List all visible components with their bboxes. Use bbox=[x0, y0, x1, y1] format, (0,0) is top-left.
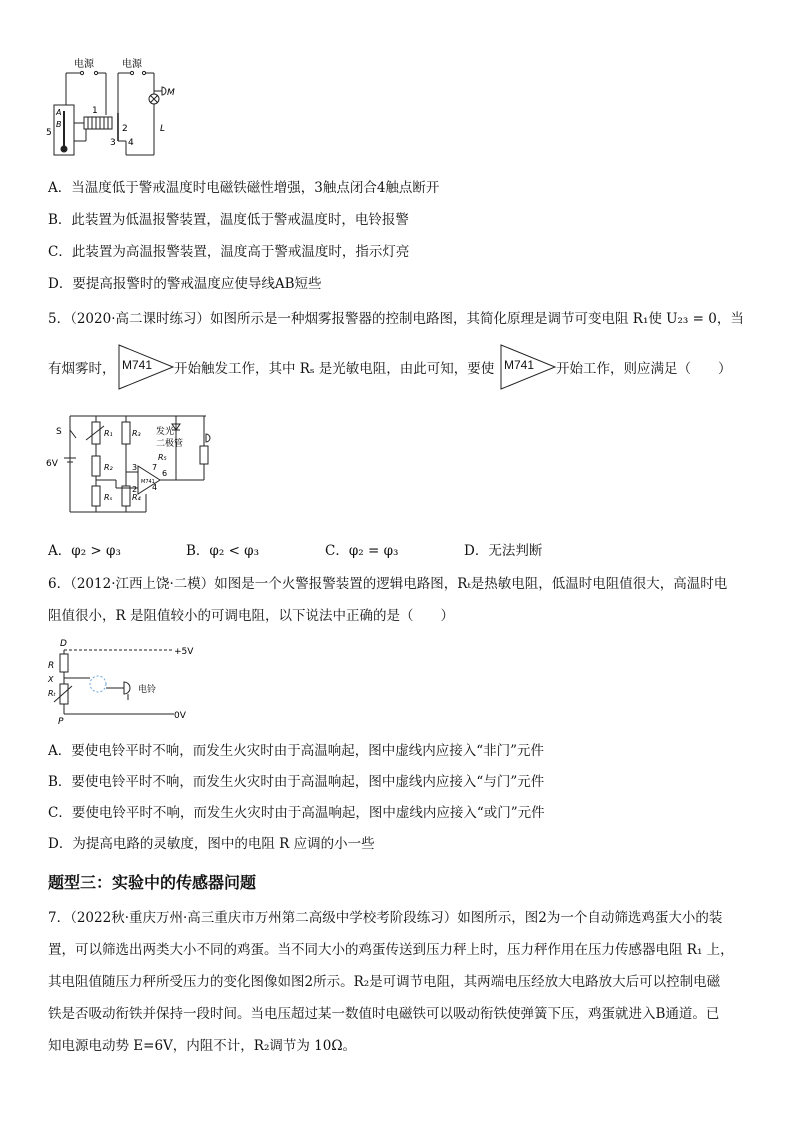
fig2-pin-6: 6 bbox=[162, 469, 168, 478]
m741-chip-label-2: M741 bbox=[504, 358, 535, 372]
q5-option-d: D．无法判断 bbox=[464, 543, 543, 559]
fig1-label-5: 5 bbox=[46, 128, 52, 138]
thermo-alarm-figure bbox=[46, 55, 176, 161]
fig1-label-b: B bbox=[56, 120, 62, 129]
fig2-switch-label: S bbox=[56, 427, 62, 437]
fig2-chip-label: M741 bbox=[141, 479, 155, 485]
m741-chip-label-1: M741 bbox=[122, 358, 153, 372]
q4-option-d: D．要提高报警时的警戒温度应使导线AB短些 bbox=[48, 276, 322, 292]
fig1-label-1: 1 bbox=[92, 106, 98, 116]
q5-stem-line2a: 有烟雾时， bbox=[48, 361, 116, 377]
q6-option-b: B．要使电铃平时不响，而发生火灾时由于高温响起，图中虚线内应接入“与门”元件 bbox=[48, 774, 545, 790]
q5-option-c: C．φ₂ = φ₃ bbox=[325, 543, 399, 559]
fig2-led-label-2: 二极管 bbox=[156, 439, 184, 449]
fire-alarm-figure bbox=[46, 636, 196, 728]
fig1-power1-label: 电源 bbox=[74, 59, 94, 70]
q5-option-a: A．φ₂ > φ₃ bbox=[48, 543, 121, 559]
q7-stem-line5: 知电源电动势 E=6V，内阻不计，R₂调节为 10Ω。 bbox=[48, 1038, 357, 1054]
fig2-pin-2: 2 bbox=[132, 485, 138, 494]
q7-stem-line4: 铁是否吸动衔铁并保持一段时间。当电压超过某一数值时电磁铁可以吸动衔铁使弹簧下压，鸡蛋就进入B通道。已 bbox=[48, 1006, 720, 1022]
fig1-label-l: L bbox=[160, 124, 166, 134]
fig2-pin-4: 4 bbox=[152, 483, 158, 492]
q7-stem-line1: 7．（2022秋·重庆万州·高三重庆市万州第二高级中学校考阶段练习）如图所示，图2为一个自动筛选鸡蛋大小的装 bbox=[48, 910, 723, 926]
fig1-power2-label: 电源 bbox=[122, 59, 142, 70]
fig2-r1-label: R₁ bbox=[104, 429, 113, 438]
m741-chip-inline-2 bbox=[500, 344, 556, 390]
fig3-p-label: P bbox=[58, 717, 64, 727]
fig3-d-label: D bbox=[60, 639, 67, 649]
q6-option-a: A．要使电铃平时不响，而发生火灾时由于高温响起，图中虚线内应接入“非门”元件 bbox=[48, 743, 545, 759]
section-heading: 题型三：实验中的传感器问题 bbox=[48, 873, 257, 892]
q4-option-a: A．当温度低于警戒温度时电磁铁磁性增强，3触点闭合4触点断开 bbox=[48, 180, 440, 196]
q7-stem-line3: 其电阻值随压力秤所受压力的变化图像如图2所示。R₂是可调节电阻，其两端电压经放大电路放大后可以控制电磁 bbox=[48, 974, 721, 990]
fig2-voltage-label: 6V bbox=[46, 459, 58, 469]
fig1-label-2: 2 bbox=[122, 124, 128, 134]
fig3-x-label: X bbox=[48, 675, 54, 684]
q5-stem-line1: 5．（2020·高二课时练习）如图所示是一种烟雾报警器的控制电路图，其简化原理是调节可变电阻 R₁使 U₂₃ = 0，当 bbox=[48, 311, 744, 327]
fig2-r3-label: R₃ bbox=[132, 429, 141, 438]
smoke-alarm-figure bbox=[46, 408, 226, 520]
q5-option-b: B．φ₂ < φ₃ bbox=[186, 543, 260, 559]
fig3-5v-label: +5V bbox=[174, 647, 194, 657]
fig1-label-a: A bbox=[56, 108, 62, 117]
fig3-bell-label: 电铃 bbox=[138, 685, 157, 695]
fig1-label-m: M bbox=[167, 88, 175, 98]
fig2-led-label-1: 发光 bbox=[156, 427, 175, 437]
q4-option-b: B．此装置为低温报警装置，温度低于警戒温度时，电铃报警 bbox=[48, 212, 409, 228]
q6-option-d: D．为提高电路的灵敏度，图中的电阻 R 应调的小一些 bbox=[48, 836, 375, 852]
fig2-pin-3: 3 bbox=[132, 463, 138, 472]
fig2-r5-label: R₅ bbox=[158, 453, 167, 462]
fig3-0v-label: 0V bbox=[174, 711, 186, 721]
q6-stem-line2: 阻值很小，R 是阻值较小的可调电阻，以下说法中正确的是（ ） bbox=[48, 608, 454, 624]
fig3-r-label: R bbox=[48, 661, 55, 671]
fig1-label-4: 4 bbox=[128, 138, 134, 148]
q5-stem-line2b: 开始触发工作，其中 Rₛ 是光敏电阻，由此可知，要使 bbox=[174, 361, 495, 377]
q6-option-c: C．要使电铃平时不响，而发生火灾时由于高温响起，图中虚线内应接入“或门”元件 bbox=[48, 805, 545, 821]
fig2-r4-label: R₄ bbox=[132, 493, 141, 502]
fig3-rt-label: Rₜ bbox=[48, 689, 56, 698]
q6-stem-line1: 6．（2012·江西上饶·二模）如图是一个火警报警装置的逻辑电路图，Rₜ是热敏电阻，低温时电阻值很大，高温时电 bbox=[48, 576, 728, 592]
q4-option-c: C．此装置为高温报警装置，温度高于警戒温度时，指示灯亮 bbox=[48, 244, 410, 260]
q7-stem-line2: 置，可以筛选出两类大小不同的鸡蛋。当不同大小的鸡蛋传送到压力秤上时，压力秤作用在压力传感器电阻 R₁ 上， bbox=[48, 942, 734, 958]
m741-chip-inline-1 bbox=[118, 344, 174, 390]
fig2-rs-label: Rₛ bbox=[104, 493, 113, 502]
fig2-pin-7: 7 bbox=[152, 463, 158, 472]
fig2-r2-label: R₂ bbox=[104, 463, 113, 472]
q5-stem-line2c: 开始工作，则应满足（ ） bbox=[556, 361, 732, 377]
fig1-label-3: 3 bbox=[110, 138, 116, 148]
